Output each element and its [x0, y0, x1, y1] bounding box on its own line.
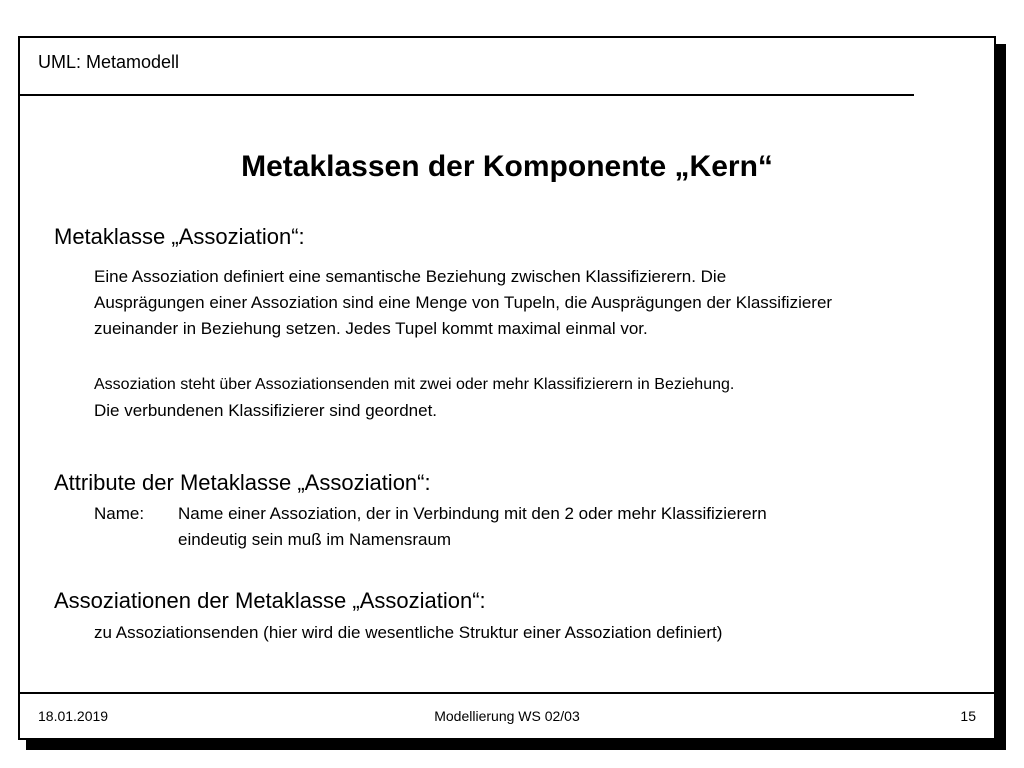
attribute-line-2: eindeutig sein muß im Namensraum [178, 530, 452, 549]
section-heading-assoziationen: Assoziationen der Metaklasse „Assoziation“: [54, 588, 486, 613]
page-number: 15 [960, 708, 976, 724]
footer-date: 18.01.2019 [38, 708, 109, 724]
association-ends-text: zu Assoziationsenden (hier wird die wesentliche Struktur einer Assoziation definiert) [94, 623, 723, 642]
definition-line-3: zueinander in Beziehung setzen. Jedes Tupel kommt maximal einmal vor. [94, 319, 648, 338]
attribute-name-label: Name: [94, 504, 145, 523]
definition-line-2: Ausprägungen einer Assoziation sind eine Menge von Tupeln, die Ausprägungen der Klassifizierer [94, 293, 833, 312]
slide [18, 36, 996, 740]
slide-title: Metaklassen der Komponente „Kern“ [241, 150, 773, 183]
header-title: UML: Metamodell [38, 52, 180, 72]
attribute-name-description [178, 501, 938, 553]
section-heading-metaklasse: Metaklasse „Assoziation“: [54, 224, 305, 249]
relation-line-1: Assoziation steht über Assoziationsenden mit zwei oder mehr Klassifizierern in Beziehung. [94, 376, 735, 393]
header-divider [20, 94, 914, 96]
relation-line-2: Die verbundenen Klassifizierer sind geordnet. [94, 401, 438, 420]
footer-course: Modellierung WS 02/03 [434, 708, 580, 724]
association-definition [94, 264, 974, 342]
footer-divider [20, 692, 994, 694]
section-heading-attribute: Attribute der Metaklasse „Assoziation“: [54, 470, 431, 495]
definition-line-1: Eine Assoziation definiert eine semantische Beziehung zwischen Klassifizierern. Die [94, 267, 727, 286]
association-relation-text [94, 372, 974, 424]
attribute-line-1: Name einer Assoziation, der in Verbindung mit den 2 oder mehr Klassifizierern [178, 504, 767, 523]
